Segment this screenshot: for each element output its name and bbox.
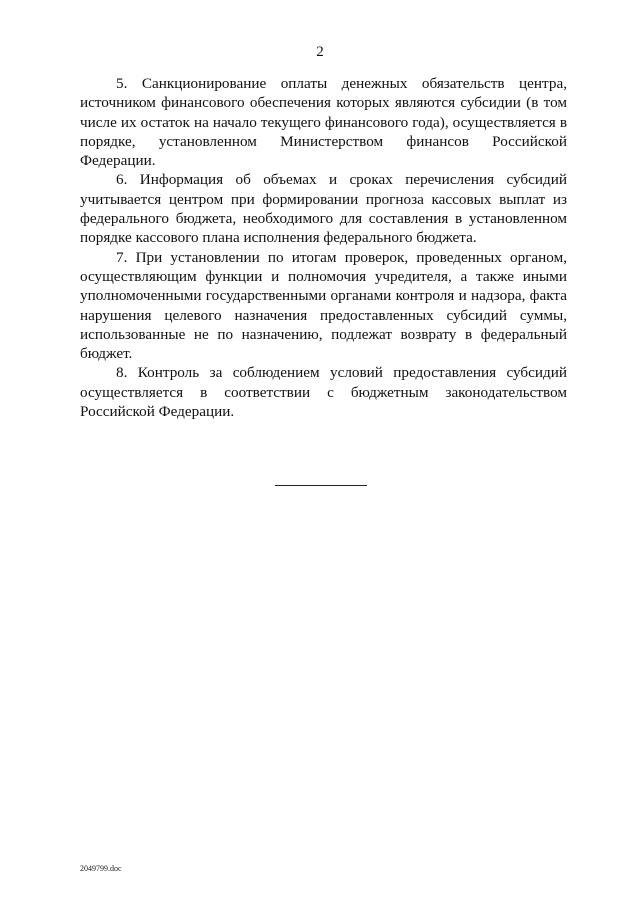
- end-separator-line: [275, 485, 367, 486]
- page-number: 2: [316, 44, 324, 60]
- document-body: [80, 74, 567, 421]
- paragraph-8: 8. Контроль за соблюдением условий предоставления субсидий осуществляется в соответствии с бюджетным законодательством Российской Федерации.: [80, 364, 567, 421]
- footer-filename: 2049799.doc: [80, 864, 122, 873]
- paragraph-7: 7. При установлении по итогам проверок, проведенных органом, осуществляющим функции и полномочия учредителя, а также иными уполномоченными государственными органами контроля и надзора, факта нарушения целевого назначения предоставленных субсидий суммы, использованные не по назначению, подлежат возврату в федеральный бюджет.: [80, 248, 567, 363]
- paragraph-5: 5. Санкционирование оплаты денежных обязательств центра, источником финансового обеспечения которых являются субсидии (в том числе их остаток на начало текущего финансового года), осуществляется в порядке, установленном Министерством финансов Российской Федерации.: [80, 75, 567, 170]
- paragraph-6: 6. Информация об объемах и сроках перечисления субсидий учитывается центром при формировании прогноза кассовых выплат из федерального бюджета, необходимого для составления в установленном порядке кассового плана исполнения федерального бюджета.: [80, 171, 567, 247]
